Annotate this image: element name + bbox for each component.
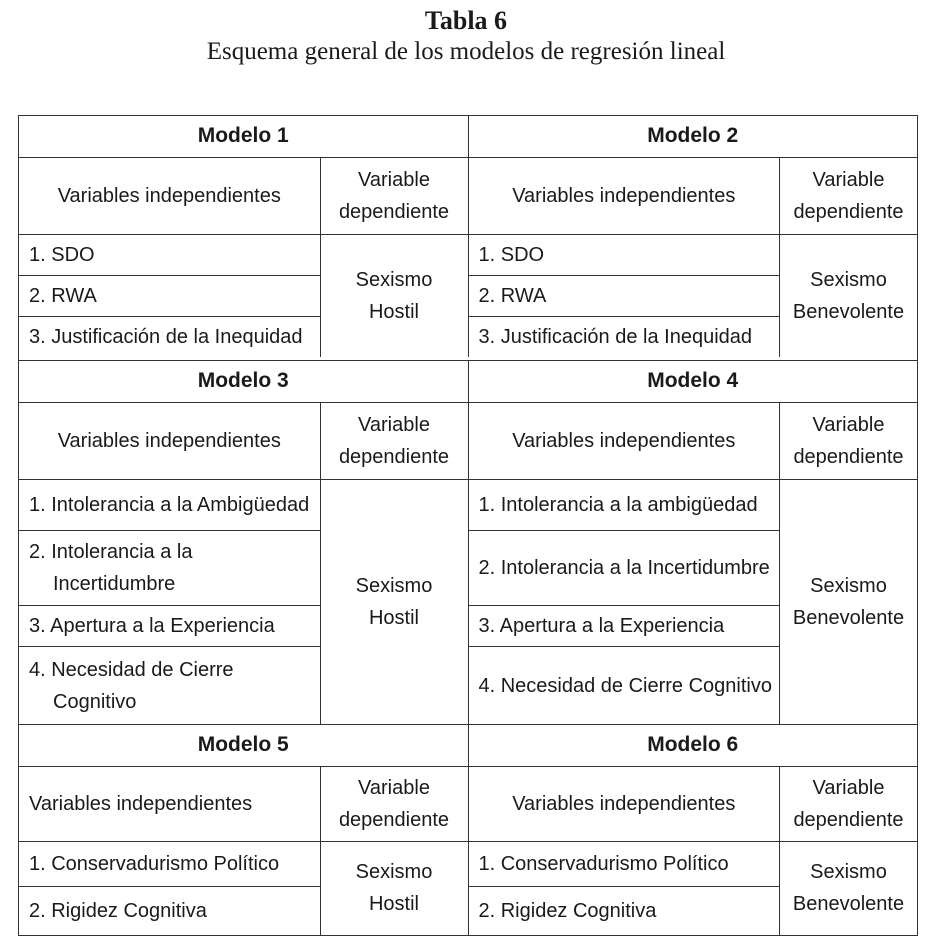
independent-header: Variables independientes <box>19 402 320 479</box>
independent-variable: 2. Intolerancia a la Incertidumbre <box>19 531 320 605</box>
independent-header: Variables independientes <box>469 766 780 841</box>
model-6 <box>469 725 918 935</box>
independent-header: Variables independientes <box>19 157 320 234</box>
models-row-3 <box>19 724 917 935</box>
independent-variable: 1. SDO <box>469 234 780 275</box>
independent-variable: 3. Apertura a la Experiencia <box>19 605 320 646</box>
dependent-variable: Sexismo Hostil <box>320 480 468 724</box>
dependent-header: Variable dependiente <box>320 157 468 234</box>
dependent-header: Variable dependiente <box>780 402 918 479</box>
model-title: Modelo 1 <box>19 116 468 157</box>
dependent-variable: Sexismo Hostil <box>320 841 468 935</box>
independent-header: Variables independientes <box>19 766 320 841</box>
dependent-variable: Sexismo Benevolente <box>780 480 918 724</box>
table-title: Esquema general de los modelos de regresión lineal <box>206 38 726 65</box>
model-5 <box>19 725 469 935</box>
dependent-header: Variable dependiente <box>780 766 918 841</box>
model-4 <box>469 361 918 724</box>
independent-variable: 1. Conservadurismo Político <box>469 841 780 886</box>
independent-variable: 4. Necesidad de Cierre Cognitivo <box>469 647 780 724</box>
regression-models-table <box>18 115 918 936</box>
model-title: Modelo 3 <box>19 361 468 402</box>
dependent-variable: Sexismo Benevolente <box>780 841 918 935</box>
independent-header: Variables independientes <box>469 157 780 234</box>
independent-variable: 2. RWA <box>469 275 780 316</box>
model-title: Modelo 6 <box>469 725 918 766</box>
independent-variable: 1. SDO <box>19 234 320 275</box>
dependent-variable: Sexismo Hostil <box>320 234 468 357</box>
model-1 <box>19 116 469 357</box>
dependent-variable: Sexismo Benevolente <box>780 234 918 357</box>
independent-variable: 3. Justificación de la Inequidad <box>469 316 780 357</box>
independent-variable: 1. Intolerancia a la Ambigüedad <box>19 480 320 531</box>
independent-variable: 1. Intolerancia a la ambigüedad <box>469 480 780 531</box>
dependent-header: Variable dependiente <box>780 157 918 234</box>
independent-variable: 2. Rigidez Cognitiva <box>19 886 320 935</box>
model-title: Modelo 4 <box>469 361 918 402</box>
models-row-1 <box>19 116 917 357</box>
independent-variable: 2. Rigidez Cognitiva <box>469 886 780 935</box>
model-3 <box>19 361 469 724</box>
dependent-header: Variable dependiente <box>320 766 468 841</box>
independent-variable: 3. Apertura a la Experiencia <box>469 605 780 646</box>
independent-variable: 3. Justificación de la Inequidad <box>19 316 320 357</box>
model-title: Modelo 5 <box>19 725 468 766</box>
dependent-header: Variable dependiente <box>320 402 468 479</box>
model-title: Modelo 2 <box>469 116 918 157</box>
models-row-2 <box>19 360 917 724</box>
independent-variable: 1. Conservadurismo Político <box>19 841 320 886</box>
independent-variable: 2. RWA <box>19 275 320 316</box>
independent-variable: 2. Intolerancia a la Incertidumbre <box>469 531 780 605</box>
independent-header: Variables independientes <box>469 402 780 479</box>
model-2 <box>469 116 918 357</box>
table-number: Tabla 6 <box>424 6 508 35</box>
independent-variable: 4. Necesidad de Cierre Cognitivo <box>19 647 320 724</box>
